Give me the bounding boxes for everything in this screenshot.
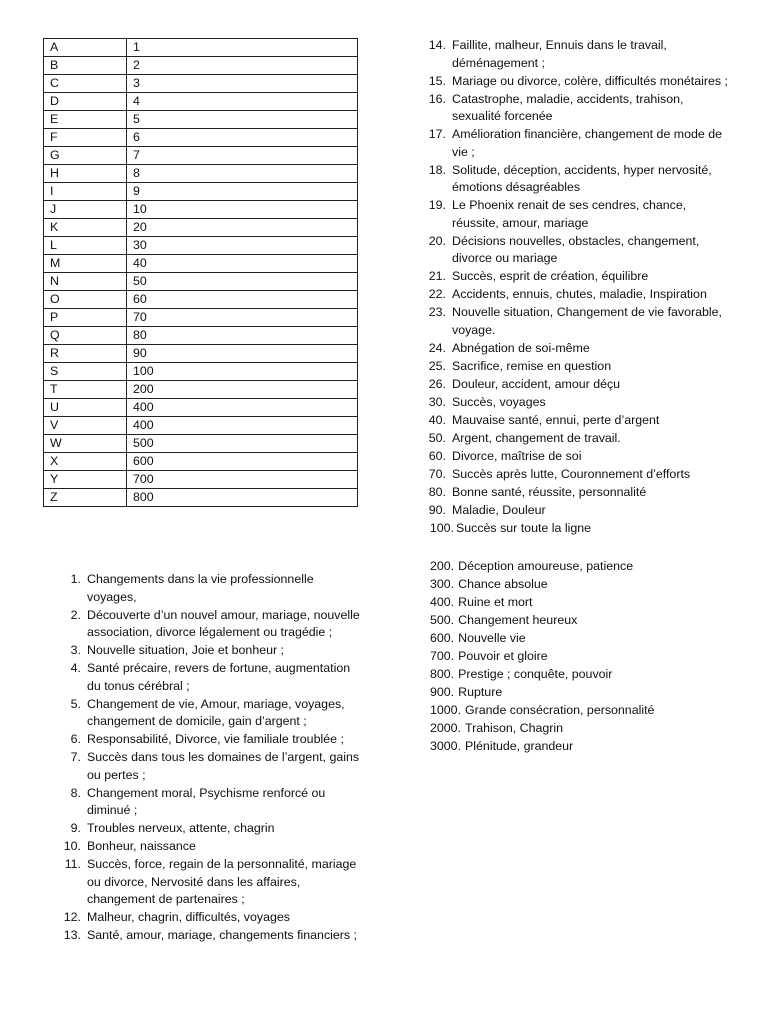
letter-cell: M [44, 255, 127, 273]
table-row [44, 363, 358, 381]
list-item [428, 233, 728, 268]
list-item [428, 520, 728, 538]
letter-cell: K [44, 219, 127, 237]
item-number: 800. [430, 667, 455, 681]
item-text: Succès, force, regain de la personnalité, mariage ou divorce, Nervosité dans les affaires, changement de partenaires ; [87, 857, 357, 906]
table-row [44, 147, 358, 165]
table-row [44, 219, 358, 237]
value-cell: 80 [127, 327, 358, 345]
table-row [44, 201, 358, 219]
value-cell: 200 [127, 381, 358, 399]
letter-cell: L [44, 237, 127, 255]
letter-cell: R [44, 345, 127, 363]
list-item [428, 448, 728, 466]
list-item [60, 856, 360, 909]
list-item [60, 642, 360, 660]
value-cell: 400 [127, 399, 358, 417]
item-number: 2000. [430, 721, 462, 735]
item-number: 23. [428, 305, 446, 319]
value-cell: 10 [127, 201, 358, 219]
item-text: Abnégation de soi-même [452, 340, 590, 355]
list-item [428, 197, 728, 232]
item-text: Changement moral, Psychisme renforcé ou diminué ; [87, 785, 326, 817]
list-item [60, 731, 360, 749]
item-text: Succès sur toute la ligne [456, 520, 591, 535]
list-item [60, 571, 360, 606]
value-cell: 9 [127, 183, 358, 201]
value-cell: 3 [127, 75, 358, 93]
item-text: Mauvaise santé, ennui, perte d’argent [452, 412, 660, 427]
table-row [44, 237, 358, 255]
item-number: 6. [70, 732, 81, 746]
list-item [430, 630, 730, 648]
item-text: Changements dans la vie professionnelle voyages, [87, 572, 314, 604]
item-text: Déception amoureuse, patience [458, 559, 634, 573]
table-row [44, 471, 358, 489]
list-item [60, 607, 360, 642]
item-text: Santé précaire, revers de fortune, augmentation du tonus cérébral ; [87, 661, 351, 693]
letter-cell: V [44, 417, 127, 435]
item-number: 3. [70, 643, 81, 657]
value-cell: 90 [127, 345, 358, 363]
item-number: 21. [428, 269, 446, 283]
item-number: 30. [428, 394, 446, 409]
item-text: Troubles nerveux, attente, chagrin [87, 821, 275, 835]
item-number: 60. [428, 448, 446, 463]
item-text: Découverte d’un nouvel amour, mariage, nouvelle association, divorce légalement ou tragédie ; [87, 607, 360, 639]
item-number: 200. [430, 559, 455, 573]
meanings-list-1-13 [60, 571, 360, 945]
list-item [430, 558, 730, 576]
value-cell: 40 [127, 255, 358, 273]
value-cell: 50 [127, 273, 358, 291]
table-row [44, 129, 358, 147]
letter-cell: J [44, 201, 127, 219]
meanings-list-14-100 [428, 37, 728, 538]
value-cell: 5 [127, 111, 358, 129]
list-item [430, 648, 730, 666]
item-number: 16. [428, 91, 446, 106]
item-number: 300. [430, 577, 455, 591]
table-row [44, 111, 358, 129]
list-item [60, 660, 360, 695]
item-number: 14. [428, 38, 446, 52]
list-item [430, 720, 730, 738]
item-number: 600. [430, 631, 455, 645]
list-item [60, 820, 360, 838]
letter-cell: H [44, 165, 127, 183]
item-number: 5. [70, 696, 81, 711]
list-item [430, 738, 730, 756]
list-item [428, 502, 728, 520]
list-item [430, 594, 730, 612]
letter-cell: Q [44, 327, 127, 345]
table-row [44, 291, 358, 309]
table-row [44, 309, 358, 327]
letter-cell: P [44, 309, 127, 327]
item-number: 400. [430, 595, 455, 609]
value-cell: 8 [127, 165, 358, 183]
item-number: 1000. [430, 703, 462, 717]
item-number: 8. [70, 785, 81, 800]
item-text: Changement de vie, Amour, mariage, voyages, changement de domicile, gain d’argent ; [87, 696, 345, 728]
letter-cell: S [44, 363, 127, 381]
item-text: Le Phoenix renait de ses cendres, chance, réussite, amour, mariage [452, 198, 687, 230]
item-number: 700. [430, 649, 455, 663]
table-row [44, 399, 358, 417]
value-cell: 600 [127, 453, 358, 471]
item-number: 12. [63, 910, 81, 924]
value-cell: 70 [127, 309, 358, 327]
item-number: 2. [70, 607, 81, 622]
letter-cell: Y [44, 471, 127, 489]
item-number: 24. [428, 340, 446, 355]
item-text: Chance absolue [458, 577, 548, 591]
item-number: 26. [428, 376, 446, 391]
item-number: 9. [70, 821, 81, 835]
item-number: 40. [428, 412, 446, 427]
list-item [428, 466, 728, 484]
item-text: Sacrifice, remise en question [452, 358, 612, 373]
list-item [428, 376, 728, 394]
item-text: Amélioration financière, changement de mode de vie ; [452, 127, 723, 159]
list-item [430, 576, 730, 594]
letter-cell: D [44, 93, 127, 111]
letter-cell: F [44, 129, 127, 147]
item-number: 18. [428, 162, 446, 177]
letter-cell: W [44, 435, 127, 453]
value-cell: 30 [127, 237, 358, 255]
item-number: 3000. [430, 739, 462, 753]
letter-cell: Z [44, 489, 127, 507]
list-item [428, 394, 728, 412]
item-number: 15. [428, 73, 446, 88]
table-row [44, 453, 358, 471]
letter-value-table [43, 38, 358, 507]
item-text: Accidents, ennuis, chutes, maladie, Inspiration [452, 287, 707, 301]
list-item [60, 927, 360, 945]
item-number: 17. [428, 127, 446, 141]
value-cell: 7 [127, 147, 358, 165]
item-number: 1. [70, 572, 81, 586]
table-row [44, 489, 358, 507]
letter-cell: G [44, 147, 127, 165]
value-cell: 800 [127, 489, 358, 507]
value-cell: 6 [127, 129, 358, 147]
table-row [44, 381, 358, 399]
value-cell: 1 [127, 39, 358, 57]
item-text: Ruine et mort [458, 595, 533, 609]
letter-cell: T [44, 381, 127, 399]
item-text: Catastrophe, maladie, accidents, trahison, sexualité forcenée [452, 91, 684, 123]
list-item [430, 684, 730, 702]
list-item [60, 696, 360, 731]
list-item [428, 304, 728, 339]
value-cell: 500 [127, 435, 358, 453]
letter-cell: E [44, 111, 127, 129]
table-row [44, 255, 358, 273]
value-cell: 400 [127, 417, 358, 435]
item-text: Nouvelle situation, Changement de vie favorable, voyage. [452, 305, 723, 337]
table-row [44, 183, 358, 201]
list-item [428, 430, 728, 448]
item-number: 80. [428, 484, 446, 499]
value-cell: 4 [127, 93, 358, 111]
item-number: 90. [428, 502, 446, 517]
list-item [60, 909, 360, 927]
item-text: Nouvelle situation, Joie et bonheur ; [87, 643, 284, 657]
item-text: Mariage ou divorce, colère, difficultés monétaires ; [452, 73, 728, 88]
item-text: Bonne santé, réussite, personnalité [452, 484, 647, 499]
letter-cell: X [44, 453, 127, 471]
list-item [428, 91, 728, 126]
value-cell: 100 [127, 363, 358, 381]
value-cell: 60 [127, 291, 358, 309]
item-text: Responsabilité, Divorce, vie familiale troublée ; [87, 732, 344, 746]
item-text: Douleur, accident, amour déçu [452, 376, 621, 391]
list-item [428, 126, 728, 161]
item-text: Pouvoir et gloire [458, 649, 548, 663]
value-cell: 700 [127, 471, 358, 489]
letter-cell: A [44, 39, 127, 57]
item-text: Trahison, Chagrin [465, 721, 564, 735]
item-text: Grande consécration, personnalité [465, 703, 655, 717]
item-number: 20. [428, 233, 446, 248]
list-item [428, 37, 728, 72]
letter-cell: U [44, 399, 127, 417]
list-item [60, 785, 360, 820]
item-text: Rupture [458, 685, 503, 699]
item-text: Malheur, chagrin, difficultés, voyages [87, 910, 290, 924]
item-text: Solitude, déception, accidents, hyper nervosité, émotions désagréables [452, 162, 712, 194]
item-number: 25. [428, 358, 446, 373]
table-row [44, 93, 358, 111]
item-text: Nouvelle vie [458, 631, 526, 645]
table-row [44, 57, 358, 75]
item-number: 500. [430, 613, 455, 627]
item-number: 10. [63, 839, 81, 853]
letter-cell: C [44, 75, 127, 93]
list-item [428, 162, 728, 197]
item-number: 11. [64, 857, 81, 871]
item-text: Faillite, malheur, Ennuis dans le travail, déménagement ; [452, 38, 667, 70]
table-row [44, 39, 358, 57]
item-text: Argent, changement de travail. [452, 430, 621, 445]
letter-cell: O [44, 291, 127, 309]
list-item [428, 268, 728, 286]
list-item [430, 702, 730, 720]
list-item [428, 286, 728, 304]
table-row [44, 327, 358, 345]
item-text: Changement heureux [458, 613, 578, 627]
table-row [44, 435, 358, 453]
table-row [44, 345, 358, 363]
item-number: 100. [429, 520, 454, 535]
value-cell: 2 [127, 57, 358, 75]
list-item [60, 838, 360, 856]
table-row [44, 75, 358, 93]
letter-cell: I [44, 183, 127, 201]
item-text: Santé, amour, mariage, changements financiers ; [87, 928, 357, 942]
item-text: Prestige ; conquête, pouvoir [458, 667, 613, 681]
item-number: 900. [430, 685, 455, 699]
meanings-list-200-3000 [430, 558, 730, 756]
item-number: 4. [70, 661, 81, 675]
list-item [428, 358, 728, 376]
list-item [428, 73, 728, 91]
table-row [44, 417, 358, 435]
item-text: Succès après lutte, Couronnement d’efforts [452, 466, 691, 481]
list-item [428, 412, 728, 430]
item-text: Succès dans tous les domaines de l’argent, gains ou pertes ; [87, 750, 360, 782]
item-text: Décisions nouvelles, obstacles, changement, divorce ou mariage [452, 233, 700, 265]
item-number: 19. [428, 198, 446, 212]
letter-cell: N [44, 273, 127, 291]
item-text: Succès, esprit de création, équilibre [452, 269, 649, 283]
list-item [430, 612, 730, 630]
item-number: 7. [70, 750, 81, 764]
item-number: 50. [428, 430, 446, 445]
item-number: 13. [63, 928, 81, 942]
item-number: 22. [428, 287, 446, 301]
item-text: Maladie, Douleur [452, 502, 546, 517]
letter-cell: B [44, 57, 127, 75]
list-item [428, 484, 728, 502]
item-text: Bonheur, naissance [87, 839, 196, 853]
item-text: Succès, voyages [452, 394, 546, 409]
value-cell: 20 [127, 219, 358, 237]
item-text: Plénitude, grandeur [465, 739, 574, 753]
list-item [430, 666, 730, 684]
table-row [44, 165, 358, 183]
item-number: 70. [428, 466, 446, 481]
list-item [428, 340, 728, 358]
list-item [60, 749, 360, 784]
item-text: Divorce, maîtrise de soi [452, 448, 582, 463]
table-row [44, 273, 358, 291]
